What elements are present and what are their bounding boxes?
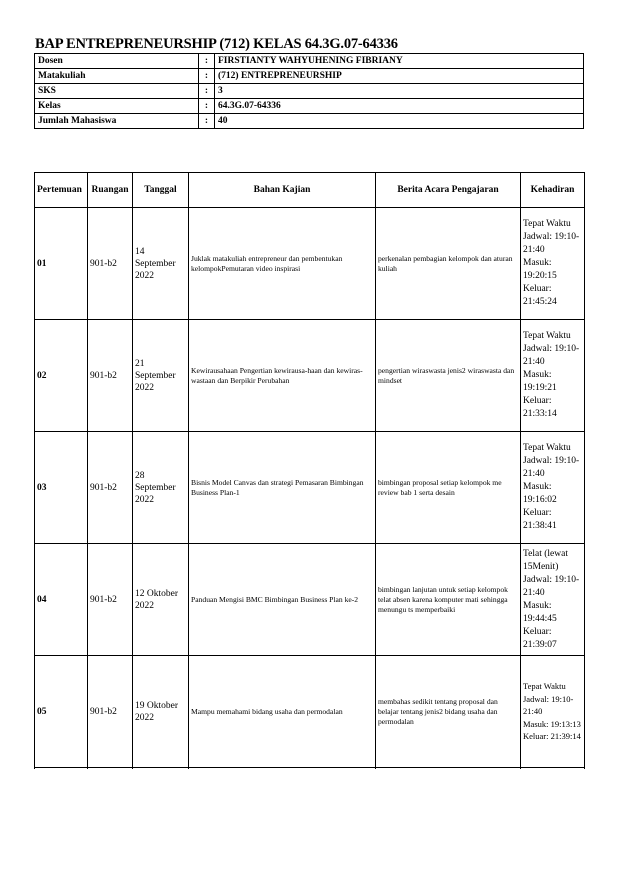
info-row: [35, 54, 584, 69]
info-label: Jumlah Mahasiswa: [35, 114, 199, 129]
cell-pertemuan: 03: [35, 432, 88, 544]
kehadiran-masuk: Masuk: 19:13:13: [523, 718, 581, 729]
cell-pertemuan: 01: [35, 208, 88, 320]
header-bahan-kajian: Bahan Kajian: [189, 173, 376, 208]
course-info-table: [34, 53, 584, 129]
kehadiran-keluar: Keluar: 21:33:14: [523, 396, 557, 419]
info-label: SKS: [35, 84, 199, 99]
info-separator: :: [199, 54, 215, 69]
continuation-cell: [133, 768, 189, 770]
header-berita-acara: Berita Acara Pengajaran: [376, 173, 521, 208]
attendance-table: [34, 172, 585, 769]
cell-kehadiran: [521, 544, 585, 656]
info-row: [35, 84, 584, 99]
info-separator: :: [199, 99, 215, 114]
document-title: BAP ENTREPRENEURSHIP (712) KELAS 64.3G.07-64336: [35, 36, 398, 52]
cell-bahan-kajian: Mampu memahami bidang usaha dan permodalan: [189, 656, 376, 768]
table-row: [35, 208, 585, 320]
info-row: [35, 69, 584, 84]
info-value: FIRSTIANTY WAHYUHENING FIBRIANY: [215, 54, 584, 69]
cell-berita-acara: membahas sedikit tentang proposal dan belajar tentang jenis2 bidang usaha dan permodalan: [376, 656, 521, 768]
continuation-cell: [376, 768, 521, 770]
kehadiran-masuk: Masuk: 19:19:21: [523, 370, 557, 393]
cell-berita-acara: perkenalan pembagian kelompok dan aturan kuliah: [376, 208, 521, 320]
kehadiran-status: Tepat Waktu: [523, 443, 571, 453]
continuation-cell: [189, 768, 376, 770]
cell-kehadiran: [521, 656, 585, 768]
cell-ruangan: 901-b2: [88, 320, 133, 432]
info-separator: :: [199, 84, 215, 99]
cell-ruangan: 901-b2: [88, 208, 133, 320]
kehadiran-status: Tepat Waktu: [523, 219, 571, 229]
info-separator: :: [199, 69, 215, 84]
info-value: 3: [215, 84, 584, 99]
continuation-cell: [88, 768, 133, 770]
info-value: (712) ENTREPRENEURSHIP: [215, 69, 584, 84]
cell-bahan-kajian: Kewirausahaan Pengertian kewirausa-haan dan kewiras-wastaan dan Berpikir Perubahan: [189, 320, 376, 432]
cell-tanggal: 14 September 2022: [133, 208, 189, 320]
kehadiran-masuk: Masuk: 19:44:45: [523, 600, 557, 624]
cell-pertemuan: 05: [35, 656, 88, 768]
cell-berita-acara: pengertian wiraswasta jenis2 wiraswasta dan mindset: [376, 320, 521, 432]
table-continuation: [35, 768, 585, 770]
table-row: [35, 656, 585, 768]
cell-berita-acara: bimbingan lanjutan untuk setiap kelompok telat absen karena komputer mati sehingga menungu ts memperbaiki: [376, 544, 521, 656]
cell-ruangan: 901-b2: [88, 432, 133, 544]
cell-bahan-kajian: Juklak matakuliah entrepreneur dan pembentukan kelompokPemutaran video inspirasi: [189, 208, 376, 320]
info-label: Dosen: [35, 54, 199, 69]
info-separator: :: [199, 114, 215, 129]
cell-bahan-kajian: Panduan Mengisi BMC Bimbingan Business Plan ke-2: [189, 544, 376, 656]
kehadiran-jadwal: Jadwal: 19:10-21:40: [523, 693, 574, 717]
kehadiran-masuk: Masuk: 19:16:02: [523, 482, 557, 505]
kehadiran-jadwal: Jadwal: 19:10-21:40: [523, 574, 580, 598]
header-pertemuan: Pertemuan: [35, 173, 88, 208]
table-header-row: [35, 173, 585, 208]
table-row: [35, 544, 585, 656]
continuation-cell: [521, 768, 585, 770]
info-row: [35, 99, 584, 114]
table-row: [35, 320, 585, 432]
header-tanggal: Tanggal: [133, 173, 189, 208]
header-kehadiran: Kehadiran: [521, 173, 585, 208]
cell-pertemuan: 04: [35, 544, 88, 656]
kehadiran-status: Tepat Waktu: [523, 681, 566, 692]
cell-tanggal: 21 September 2022: [133, 320, 189, 432]
cell-bahan-kajian: Bisnis Model Canvas dan strategi Pemasaran Bimbingan Business Plan-1: [189, 432, 376, 544]
header-ruangan: Ruangan: [88, 173, 133, 208]
cell-tanggal: 28 September 2022: [133, 432, 189, 544]
cell-kehadiran: [521, 320, 585, 432]
kehadiran-jadwal: Jadwal: 19:10-21:40: [523, 232, 580, 255]
kehadiran-keluar: Keluar: 21:38:41: [523, 508, 557, 531]
info-label: Matakuliah: [35, 69, 199, 84]
cell-kehadiran: [521, 432, 585, 544]
kehadiran-status: Tepat Waktu: [523, 331, 571, 341]
kehadiran-jadwal: Jadwal: 19:10-21:40: [523, 344, 580, 367]
info-value: 64.3G.07-64336: [215, 99, 584, 114]
kehadiran-keluar: Keluar: 21:45:24: [523, 284, 557, 307]
cell-ruangan: 901-b2: [88, 544, 133, 656]
cell-ruangan: 901-b2: [88, 656, 133, 768]
table-row: [35, 432, 585, 544]
kehadiran-status: Telat (lewat 15Menit): [523, 548, 568, 572]
continuation-cell: [35, 768, 88, 770]
cell-pertemuan: 02: [35, 320, 88, 432]
kehadiran-masuk: Masuk: 19:20:15: [523, 258, 557, 281]
info-value: 40: [215, 114, 584, 129]
kehadiran-jadwal: Jadwal: 19:10-21:40: [523, 456, 580, 479]
kehadiran-keluar: Keluar: 21:39:07: [523, 626, 557, 650]
cell-tanggal: 12 Oktober 2022: [133, 544, 189, 656]
cell-berita-acara: bimbingan proposal setiap kelompok me review bab 1 serta desain: [376, 432, 521, 544]
cell-kehadiran: [521, 208, 585, 320]
info-row: [35, 114, 584, 129]
cell-tanggal: 19 Oktober 2022: [133, 656, 189, 768]
kehadiran-keluar: Keluar: 21:39:14: [523, 731, 581, 742]
info-label: Kelas: [35, 99, 199, 114]
